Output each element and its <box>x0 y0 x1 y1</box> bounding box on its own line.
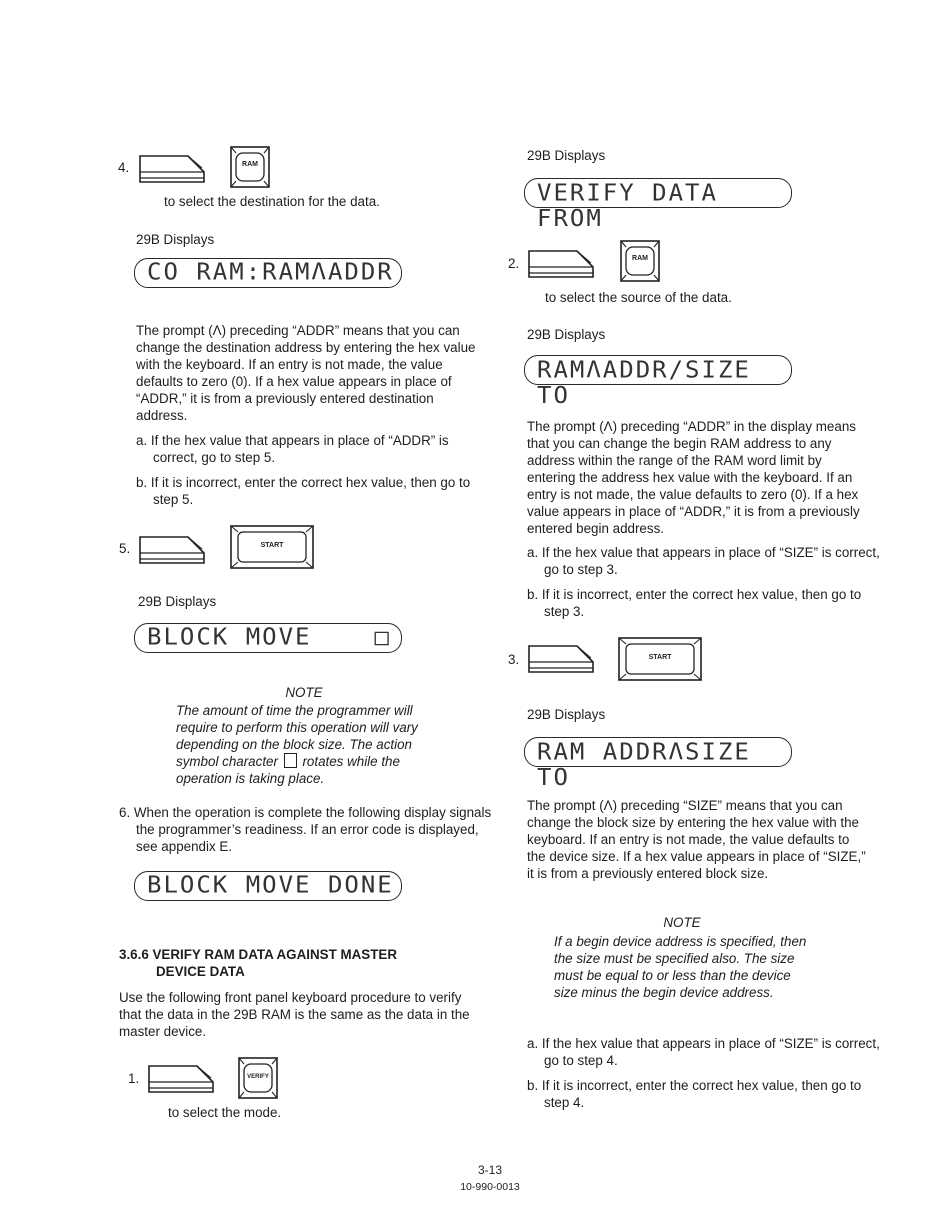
list-item-a: a. If the hex value that appears in place of “SIZE” is correct, go to step 3. <box>527 545 880 577</box>
list-item-6: 6. When the operation is complete the following display signals the programmer’s readiness. If an error code is displayed, see appendix E. <box>119 805 492 854</box>
note-text-end: rotates while the operation is taking place. <box>176 754 400 786</box>
step-5-number: 5. <box>119 541 131 556</box>
step-4-number: 4. <box>118 160 130 175</box>
prompt-paragraph: The prompt (Λ) preceding “ADDR” in the display means that you can change the begin RAM address to any address within the range of the RAM word limit by entering the address hex value with the keyboard. If an entry is not made, the value defaults to zero (0). If a hex value appears in place of “ADDR,” it is from a previously entered begin address. <box>527 419 860 536</box>
ram-key <box>230 146 270 188</box>
note-title: NOTE <box>285 685 323 700</box>
lcd-display <box>524 737 792 791</box>
displays-label: 29B Displays <box>138 594 217 609</box>
page-number: 3-13 <box>477 1163 503 1177</box>
lcd-display <box>524 178 792 232</box>
ram-key-label: RAM <box>632 255 648 262</box>
lcd-text: RAMΛADDR/SIZE TO <box>537 356 751 409</box>
list-item-a: a. If the hex value that appears in place of “ADDR” is correct, go to step 5. <box>136 433 449 465</box>
lcd-display <box>524 355 792 409</box>
shift-key-icon <box>145 1064 217 1094</box>
start-key <box>618 637 702 681</box>
note-title: NOTE <box>663 915 701 930</box>
step-2-caption: to select the source of the data. <box>545 290 732 305</box>
action-symbol: □ <box>374 623 391 651</box>
intro-paragraph: Use the following front panel keyboard procedure to verify that the data in the 29B RAM is the same as the data in the master device. <box>119 990 470 1039</box>
shift-key-icon <box>136 154 208 184</box>
shift-key-icon <box>525 644 597 674</box>
lcd-display <box>134 871 402 901</box>
step-4-caption: to select the destination for the data. <box>164 194 380 209</box>
start-key-label: START <box>648 654 672 661</box>
size-paragraph: The prompt (Λ) preceding “SIZE” means that you can change the block size by entering the hex value with the keyboard. If an entry is not made, the value defaults to the device size. If a hex value appears in place of “SIZE,” it is from a previously entered block size. <box>527 798 866 881</box>
displays-label: 29B Displays <box>527 327 606 342</box>
verify-key-label: VERIFY <box>247 1074 269 1080</box>
lcd-display <box>134 623 402 653</box>
step-1-number: 1. <box>128 1071 140 1086</box>
shift-key-icon <box>525 249 597 279</box>
lcd-display <box>134 258 402 288</box>
note-body: If a begin device address is specified, then the size must be specified also. The size must be equal to or less than the device size minus the begin device address. <box>554 934 807 1000</box>
displays-label: 29B Displays <box>527 148 606 163</box>
list-item-b: b. If it is incorrect, enter the correct hex value, then go to step 5. <box>136 475 471 507</box>
note-text: The amount of time the programmer will require to perform this operation will vary depending on the block size. The action symbol character <box>176 703 418 769</box>
action-symbol-icon <box>284 753 297 768</box>
list-item-b: b. If it is incorrect, enter the correct hex value, then go to step 4. <box>527 1078 862 1110</box>
step-1-caption: to select the mode. <box>168 1105 282 1120</box>
ram-key-label: RAM <box>242 161 258 168</box>
section-heading: 3.6.6 VERIFY RAM DATA AGAINST MASTER <box>119 947 398 962</box>
ram-key <box>620 240 660 282</box>
start-key <box>230 525 314 569</box>
lcd-text: VERIFY DATA FROM <box>537 179 718 232</box>
verify-key <box>238 1057 278 1099</box>
list-item-b: b. If it is incorrect, enter the correct hex value, then go to step 3. <box>527 587 862 619</box>
section-heading-line2: DEVICE DATA <box>156 964 245 979</box>
start-key-label: START <box>260 542 284 549</box>
step-3-number: 3. <box>508 652 520 667</box>
step-2-number: 2. <box>508 256 520 271</box>
displays-label: 29B Displays <box>136 232 215 247</box>
lcd-text: BLOCK MOVE DONE <box>147 871 394 899</box>
shift-key-icon <box>136 535 208 565</box>
displays-label: 29B Displays <box>527 707 606 722</box>
lcd-text: RAM ADDRΛSIZE TO <box>537 738 751 791</box>
lcd-text: CO RAM:RAMΛADDR <box>147 258 394 286</box>
list-item-a: a. If the hex value that appears in place of “SIZE” is correct, go to step 4. <box>527 1036 880 1068</box>
doc-number: 10-990-0013 <box>460 1181 520 1193</box>
lcd-text: BLOCK MOVE <box>147 623 312 651</box>
note-body <box>176 702 448 787</box>
prompt-paragraph: The prompt (Λ) preceding “ADDR” means that you can change the destination address by entering the hex value with the keyboard. If an entry is not made, the value defaults to zero (0). If a hex value appears in place of “ADDR,” it is from a previously entered destination address. <box>136 323 476 423</box>
